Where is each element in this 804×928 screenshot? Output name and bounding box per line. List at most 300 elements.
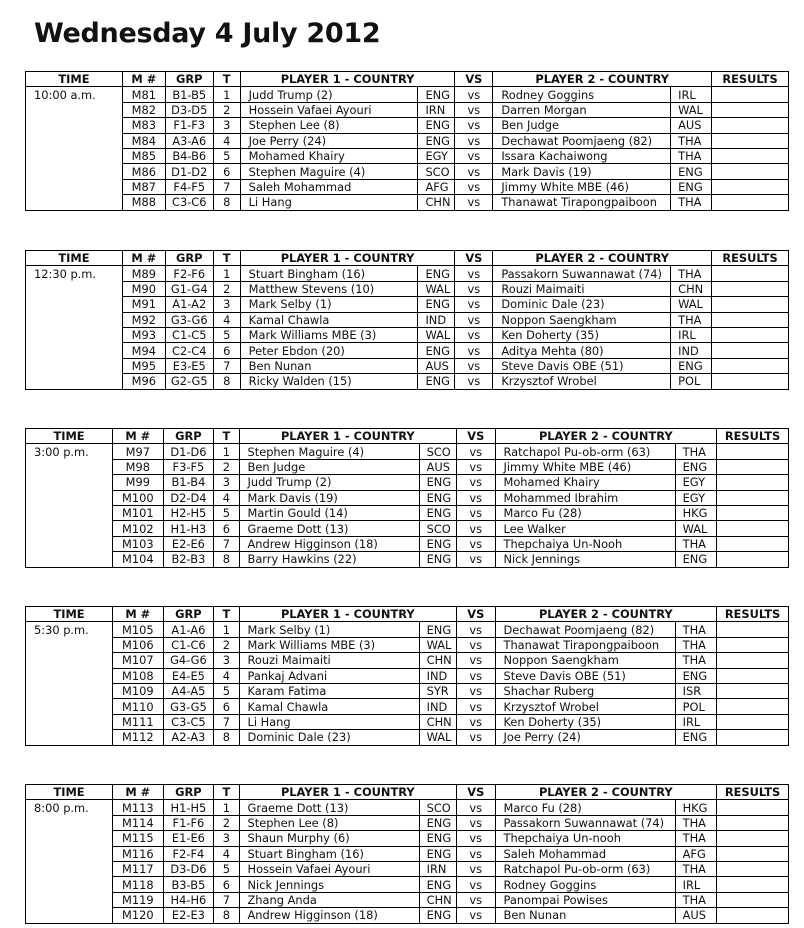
vs-label: vs bbox=[457, 800, 495, 815]
player1-name: Rouzi Maimaiti bbox=[239, 653, 419, 668]
vs-label: vs bbox=[457, 505, 495, 520]
result-cell[interactable] bbox=[717, 831, 789, 846]
group: C1-C6 bbox=[163, 637, 214, 652]
player1-name: Stephen Maguire (4) bbox=[239, 444, 419, 459]
player2-country: THA bbox=[675, 536, 716, 551]
match-number: M99 bbox=[113, 475, 164, 490]
player2-country: HKG bbox=[675, 505, 716, 520]
player2-country: THA bbox=[671, 266, 712, 281]
header-player1: PLAYER 1 - COUNTRY bbox=[240, 251, 455, 266]
time-cell bbox=[26, 102, 123, 117]
result-cell[interactable] bbox=[712, 195, 789, 210]
match-row bbox=[26, 877, 789, 892]
player2-name: Thanawat Tirapongpaiboon bbox=[495, 637, 675, 652]
player2-country: THA bbox=[675, 444, 716, 459]
player2-name: Saleh Mohammad bbox=[495, 846, 675, 861]
vs-label: vs bbox=[455, 358, 493, 373]
group: F2-F4 bbox=[163, 846, 214, 861]
player2-country: IRL bbox=[671, 87, 712, 102]
match-number: M104 bbox=[113, 552, 164, 567]
match-number: M81 bbox=[122, 87, 165, 102]
result-cell[interactable] bbox=[717, 622, 789, 637]
result-cell[interactable] bbox=[712, 87, 789, 102]
header-match-number: M # bbox=[113, 607, 164, 622]
group: B1-B4 bbox=[163, 475, 214, 490]
vs-label: vs bbox=[457, 831, 495, 846]
result-cell[interactable] bbox=[717, 699, 789, 714]
vs-label: vs bbox=[457, 490, 495, 505]
player1-country: SYR bbox=[419, 683, 456, 698]
player1-name: Zhang Anda bbox=[239, 892, 419, 907]
player2-country: THA bbox=[671, 148, 712, 163]
table-number: 3 bbox=[213, 118, 240, 133]
table-number: 8 bbox=[214, 730, 239, 745]
table-number: 3 bbox=[214, 475, 239, 490]
header-time: TIME bbox=[26, 429, 113, 444]
player2-name: Krzysztof Wrobel bbox=[493, 374, 671, 389]
group: A1-A2 bbox=[165, 297, 213, 312]
time-cell bbox=[26, 490, 113, 505]
player2-name: Dechawat Poomjaeng (82) bbox=[495, 622, 675, 637]
match-row bbox=[26, 343, 789, 358]
table-number: 6 bbox=[214, 877, 239, 892]
match-row bbox=[26, 444, 789, 459]
table-number: 2 bbox=[214, 459, 239, 474]
match-number: M105 bbox=[113, 622, 164, 637]
player1-country: WAL bbox=[419, 730, 456, 745]
result-cell[interactable] bbox=[717, 877, 789, 892]
result-cell[interactable] bbox=[717, 800, 789, 815]
table-number: 6 bbox=[214, 521, 239, 536]
header-group: GRP bbox=[165, 251, 213, 266]
vs-label: vs bbox=[457, 552, 495, 567]
player2-name: Jimmy White MBE (46) bbox=[493, 179, 671, 194]
result-cell[interactable] bbox=[712, 164, 789, 179]
player2-name: Ratchapol Pu-ob-orm (63) bbox=[495, 444, 675, 459]
player1-name: Stephen Lee (8) bbox=[240, 118, 418, 133]
player1-name: Martin Gould (14) bbox=[239, 505, 419, 520]
result-cell[interactable] bbox=[712, 343, 789, 358]
table-number: 7 bbox=[214, 892, 239, 907]
header-table: T bbox=[214, 785, 239, 800]
time-cell bbox=[26, 846, 113, 861]
player1-name: Stephen Lee (8) bbox=[239, 815, 419, 830]
player1-name: Stuart Bingham (16) bbox=[239, 846, 419, 861]
result-cell[interactable] bbox=[717, 490, 789, 505]
header-table: T bbox=[214, 607, 239, 622]
player2-name: Panompai Powises bbox=[495, 892, 675, 907]
player2-name: Ben Judge bbox=[493, 118, 671, 133]
group: C2-C4 bbox=[165, 343, 213, 358]
match-number: M82 bbox=[122, 102, 165, 117]
match-row bbox=[26, 164, 789, 179]
player1-country: ENG bbox=[419, 908, 456, 923]
player1-name: Mohamed Khairy bbox=[240, 148, 418, 163]
result-cell[interactable] bbox=[712, 358, 789, 373]
vs-label: vs bbox=[455, 179, 493, 194]
player2-country: IRL bbox=[675, 877, 716, 892]
result-cell[interactable] bbox=[717, 505, 789, 520]
group: E2-E3 bbox=[163, 908, 214, 923]
group: A2-A3 bbox=[163, 730, 214, 745]
result-cell[interactable] bbox=[717, 653, 789, 668]
player1-name: Dominic Dale (23) bbox=[239, 730, 419, 745]
player1-name: Matthew Stevens (10) bbox=[240, 281, 418, 296]
vs-label: vs bbox=[457, 730, 495, 745]
result-cell[interactable] bbox=[712, 102, 789, 117]
player2-country: WAL bbox=[671, 297, 712, 312]
result-cell[interactable] bbox=[717, 521, 789, 536]
player1-name: Hossein Vafaei Ayouri bbox=[239, 861, 419, 876]
player2-name: Darren Morgan bbox=[493, 102, 671, 117]
table-number: 5 bbox=[214, 861, 239, 876]
result-cell[interactable] bbox=[717, 459, 789, 474]
group: D1-D2 bbox=[165, 164, 213, 179]
match-number: M87 bbox=[122, 179, 165, 194]
match-number: M110 bbox=[113, 699, 164, 714]
header-match-number: M # bbox=[113, 785, 164, 800]
table-number: 1 bbox=[214, 444, 239, 459]
result-cell[interactable] bbox=[717, 668, 789, 683]
table-number: 2 bbox=[213, 281, 240, 296]
player2-name: Thanawat Tirapongpaiboon bbox=[493, 195, 671, 210]
player2-name: Ben Nunan bbox=[495, 908, 675, 923]
header-player1: PLAYER 1 - COUNTRY bbox=[239, 785, 457, 800]
player2-name: Lee Walker bbox=[495, 521, 675, 536]
player1-country: ENG bbox=[419, 475, 456, 490]
header-time: TIME bbox=[26, 607, 113, 622]
group: C3-C6 bbox=[165, 195, 213, 210]
time-cell bbox=[26, 118, 123, 133]
player2-country: AUS bbox=[675, 908, 716, 923]
result-cell[interactable] bbox=[712, 148, 789, 163]
table-number: 4 bbox=[214, 668, 239, 683]
match-row bbox=[26, 653, 789, 668]
result-cell[interactable] bbox=[712, 374, 789, 389]
result-cell[interactable] bbox=[717, 683, 789, 698]
header-group: GRP bbox=[163, 429, 214, 444]
player1-country: IRN bbox=[418, 102, 455, 117]
player2-name: Noppon Saengkham bbox=[495, 653, 675, 668]
time-cell bbox=[26, 297, 123, 312]
player1-country: ENG bbox=[419, 490, 456, 505]
result-cell[interactable] bbox=[712, 118, 789, 133]
vs-label: vs bbox=[455, 87, 493, 102]
result-cell[interactable] bbox=[717, 908, 789, 923]
time-cell bbox=[26, 730, 113, 745]
match-number: M91 bbox=[122, 297, 165, 312]
result-cell[interactable] bbox=[712, 266, 789, 281]
table-number: 7 bbox=[214, 714, 239, 729]
vs-label: vs bbox=[457, 892, 495, 907]
result-cell[interactable] bbox=[717, 892, 789, 907]
player1-country: AUS bbox=[418, 358, 455, 373]
result-cell[interactable] bbox=[717, 714, 789, 729]
match-row bbox=[26, 297, 789, 312]
match-row bbox=[26, 281, 789, 296]
player1-name: Kamal Chawla bbox=[239, 699, 419, 714]
player1-name: Joe Perry (24) bbox=[240, 133, 418, 148]
time-cell bbox=[26, 281, 123, 296]
player2-name: Ken Doherty (35) bbox=[495, 714, 675, 729]
group: H2-H5 bbox=[163, 505, 214, 520]
group: G3-G6 bbox=[165, 312, 213, 327]
group: B2-B3 bbox=[163, 552, 214, 567]
result-cell[interactable] bbox=[712, 281, 789, 296]
group: G3-G5 bbox=[163, 699, 214, 714]
header-vs: VS bbox=[455, 72, 493, 87]
player1-country: SCO bbox=[419, 800, 456, 815]
player2-country: THA bbox=[671, 133, 712, 148]
time-cell bbox=[26, 343, 123, 358]
player2-country: POL bbox=[671, 374, 712, 389]
player1-country: IRN bbox=[419, 861, 456, 876]
result-cell[interactable] bbox=[712, 179, 789, 194]
group: E2-E6 bbox=[163, 536, 214, 551]
vs-label: vs bbox=[455, 118, 493, 133]
vs-label: vs bbox=[457, 521, 495, 536]
table-number: 3 bbox=[213, 297, 240, 312]
result-cell[interactable] bbox=[717, 815, 789, 830]
result-cell[interactable] bbox=[717, 861, 789, 876]
match-row bbox=[26, 730, 789, 745]
vs-label: vs bbox=[457, 653, 495, 668]
match-row bbox=[26, 846, 789, 861]
player2-country: ENG bbox=[671, 358, 712, 373]
group: D1-D6 bbox=[163, 444, 214, 459]
table-number: 1 bbox=[214, 800, 239, 815]
player2-country: ENG bbox=[675, 459, 716, 474]
table-number: 7 bbox=[214, 536, 239, 551]
player1-country: CHN bbox=[419, 714, 456, 729]
group: F1-F3 bbox=[165, 118, 213, 133]
player2-country: EGY bbox=[675, 475, 716, 490]
header-group: GRP bbox=[163, 785, 214, 800]
player2-name: Krzysztof Wrobel bbox=[495, 699, 675, 714]
group: H4-H6 bbox=[163, 892, 214, 907]
player1-name: Ben Judge bbox=[239, 459, 419, 474]
table-number: 4 bbox=[214, 490, 239, 505]
player1-country: ENG bbox=[419, 831, 456, 846]
table-number: 6 bbox=[214, 699, 239, 714]
match-number: M107 bbox=[113, 653, 164, 668]
match-number: M106 bbox=[113, 637, 164, 652]
result-cell[interactable] bbox=[712, 312, 789, 327]
time-cell bbox=[26, 815, 113, 830]
player2-name: Passakorn Suwannawat (74) bbox=[493, 266, 671, 281]
group: H1-H3 bbox=[163, 521, 214, 536]
player2-name: Rouzi Maimaiti bbox=[493, 281, 671, 296]
player1-name: Li Hang bbox=[240, 195, 418, 210]
vs-label: vs bbox=[457, 714, 495, 729]
result-cell[interactable] bbox=[717, 846, 789, 861]
vs-label: vs bbox=[455, 281, 493, 296]
match-number: M83 bbox=[122, 118, 165, 133]
match-number: M93 bbox=[122, 327, 165, 342]
player2-name: Jimmy White MBE (46) bbox=[495, 459, 675, 474]
vs-label: vs bbox=[457, 668, 495, 683]
header-table: T bbox=[213, 251, 240, 266]
player1-name: Li Hang bbox=[239, 714, 419, 729]
vs-label: vs bbox=[457, 846, 495, 861]
player2-country: ENG bbox=[675, 730, 716, 745]
header-row bbox=[26, 785, 789, 800]
result-cell[interactable] bbox=[717, 552, 789, 567]
result-cell[interactable] bbox=[717, 730, 789, 745]
time-cell bbox=[26, 892, 113, 907]
player1-name: Judd Trump (2) bbox=[239, 475, 419, 490]
result-cell[interactable] bbox=[717, 536, 789, 551]
match-number: M103 bbox=[113, 536, 164, 551]
player1-country: ENG bbox=[419, 815, 456, 830]
player2-country: IND bbox=[671, 343, 712, 358]
player2-name: Aditya Mehta (80) bbox=[493, 343, 671, 358]
group: D2-D4 bbox=[163, 490, 214, 505]
group: B1-B5 bbox=[165, 87, 213, 102]
player2-country: ENG bbox=[671, 164, 712, 179]
time-cell bbox=[26, 536, 113, 551]
player1-country: ENG bbox=[419, 505, 456, 520]
player1-country: WAL bbox=[419, 637, 456, 652]
time-cell bbox=[26, 668, 113, 683]
header-time: TIME bbox=[26, 251, 123, 266]
result-cell[interactable] bbox=[712, 297, 789, 312]
player1-name: Mark Williams MBE (3) bbox=[240, 327, 418, 342]
vs-label: vs bbox=[457, 861, 495, 876]
player2-name: Rodney Goggins bbox=[493, 87, 671, 102]
player2-country: CHN bbox=[671, 281, 712, 296]
vs-label: vs bbox=[455, 133, 493, 148]
group: B4-B6 bbox=[165, 148, 213, 163]
player2-name: Steve Davis OBE (51) bbox=[495, 668, 675, 683]
player2-name: Marco Fu (28) bbox=[495, 505, 675, 520]
player2-name: Ken Doherty (35) bbox=[493, 327, 671, 342]
header-row bbox=[26, 72, 789, 87]
player1-country: ENG bbox=[418, 343, 455, 358]
header-time: TIME bbox=[26, 785, 113, 800]
player2-name: Issara Kachaiwong bbox=[493, 148, 671, 163]
match-row bbox=[26, 475, 789, 490]
result-cell[interactable] bbox=[712, 133, 789, 148]
result-cell[interactable] bbox=[717, 637, 789, 652]
match-number: M109 bbox=[113, 683, 164, 698]
time-cell: 3:00 p.m. bbox=[26, 444, 113, 459]
match-row bbox=[26, 536, 789, 551]
player2-country: HKG bbox=[675, 800, 716, 815]
player1-country: SCO bbox=[419, 521, 456, 536]
vs-label: vs bbox=[455, 102, 493, 117]
header-results: RESULTS bbox=[717, 429, 789, 444]
player1-country: SCO bbox=[418, 164, 455, 179]
match-row bbox=[26, 815, 789, 830]
session-table bbox=[25, 250, 789, 390]
table-number: 1 bbox=[213, 266, 240, 281]
player2-country: THA bbox=[675, 861, 716, 876]
table-number: 5 bbox=[214, 683, 239, 698]
player2-country: WAL bbox=[675, 521, 716, 536]
vs-label: vs bbox=[455, 266, 493, 281]
time-cell bbox=[26, 459, 113, 474]
match-row bbox=[26, 637, 789, 652]
match-number: M89 bbox=[122, 266, 165, 281]
header-player2: PLAYER 2 - COUNTRY bbox=[495, 785, 717, 800]
header-group: GRP bbox=[165, 72, 213, 87]
result-cell[interactable] bbox=[712, 327, 789, 342]
table-number: 8 bbox=[214, 552, 239, 567]
match-row bbox=[26, 459, 789, 474]
page-title: Wednesday 4 July 2012 bbox=[34, 18, 381, 49]
header-vs: VS bbox=[457, 607, 495, 622]
match-number: M96 bbox=[122, 374, 165, 389]
header-player1: PLAYER 1 - COUNTRY bbox=[239, 429, 457, 444]
player1-name: Andrew Higginson (18) bbox=[239, 536, 419, 551]
result-cell[interactable] bbox=[717, 475, 789, 490]
group: F4-F5 bbox=[165, 179, 213, 194]
group: G2-G5 bbox=[165, 374, 213, 389]
player1-name: Judd Trump (2) bbox=[240, 87, 418, 102]
match-number: M90 bbox=[122, 281, 165, 296]
player2-country: THA bbox=[671, 312, 712, 327]
player2-country: THA bbox=[675, 637, 716, 652]
group: F3-F5 bbox=[163, 459, 214, 474]
vs-label: vs bbox=[457, 459, 495, 474]
time-cell bbox=[26, 861, 113, 876]
table-number: 6 bbox=[213, 164, 240, 179]
header-match-number: M # bbox=[122, 251, 165, 266]
player1-name: Stephen Maguire (4) bbox=[240, 164, 418, 179]
time-cell bbox=[26, 699, 113, 714]
header-group: GRP bbox=[163, 607, 214, 622]
header-player2: PLAYER 2 - COUNTRY bbox=[493, 72, 712, 87]
player2-name: Passakorn Suwannawat (74) bbox=[495, 815, 675, 830]
result-cell[interactable] bbox=[717, 444, 789, 459]
time-cell bbox=[26, 505, 113, 520]
table-number: 3 bbox=[214, 653, 239, 668]
time-cell bbox=[26, 831, 113, 846]
player1-name: Hossein Vafaei Ayouri bbox=[240, 102, 418, 117]
table-number: 1 bbox=[214, 622, 239, 637]
header-results: RESULTS bbox=[712, 251, 789, 266]
group: D3-D5 bbox=[165, 102, 213, 117]
table-number: 2 bbox=[214, 637, 239, 652]
group: A4-A5 bbox=[163, 683, 214, 698]
header-vs: VS bbox=[455, 251, 493, 266]
table-number: 2 bbox=[213, 102, 240, 117]
match-row bbox=[26, 521, 789, 536]
match-number: M98 bbox=[113, 459, 164, 474]
time-cell bbox=[26, 148, 123, 163]
table-number: 5 bbox=[214, 505, 239, 520]
match-row bbox=[26, 266, 789, 281]
player2-country: THA bbox=[675, 831, 716, 846]
table-number: 8 bbox=[213, 374, 240, 389]
match-row bbox=[26, 892, 789, 907]
player2-name: Noppon Saengkham bbox=[493, 312, 671, 327]
player2-country: EGY bbox=[675, 490, 716, 505]
player2-name: Nick Jennings bbox=[495, 552, 675, 567]
time-cell: 5:30 p.m. bbox=[26, 622, 113, 637]
player2-country: WAL bbox=[671, 102, 712, 117]
vs-label: vs bbox=[457, 699, 495, 714]
match-row bbox=[26, 800, 789, 815]
table-number: 7 bbox=[213, 179, 240, 194]
player1-name: Ricky Walden (15) bbox=[240, 374, 418, 389]
group: D3-D6 bbox=[163, 861, 214, 876]
table-number: 5 bbox=[213, 327, 240, 342]
player1-country: CHN bbox=[418, 195, 455, 210]
match-number: M101 bbox=[113, 505, 164, 520]
player1-country: CHN bbox=[419, 653, 456, 668]
